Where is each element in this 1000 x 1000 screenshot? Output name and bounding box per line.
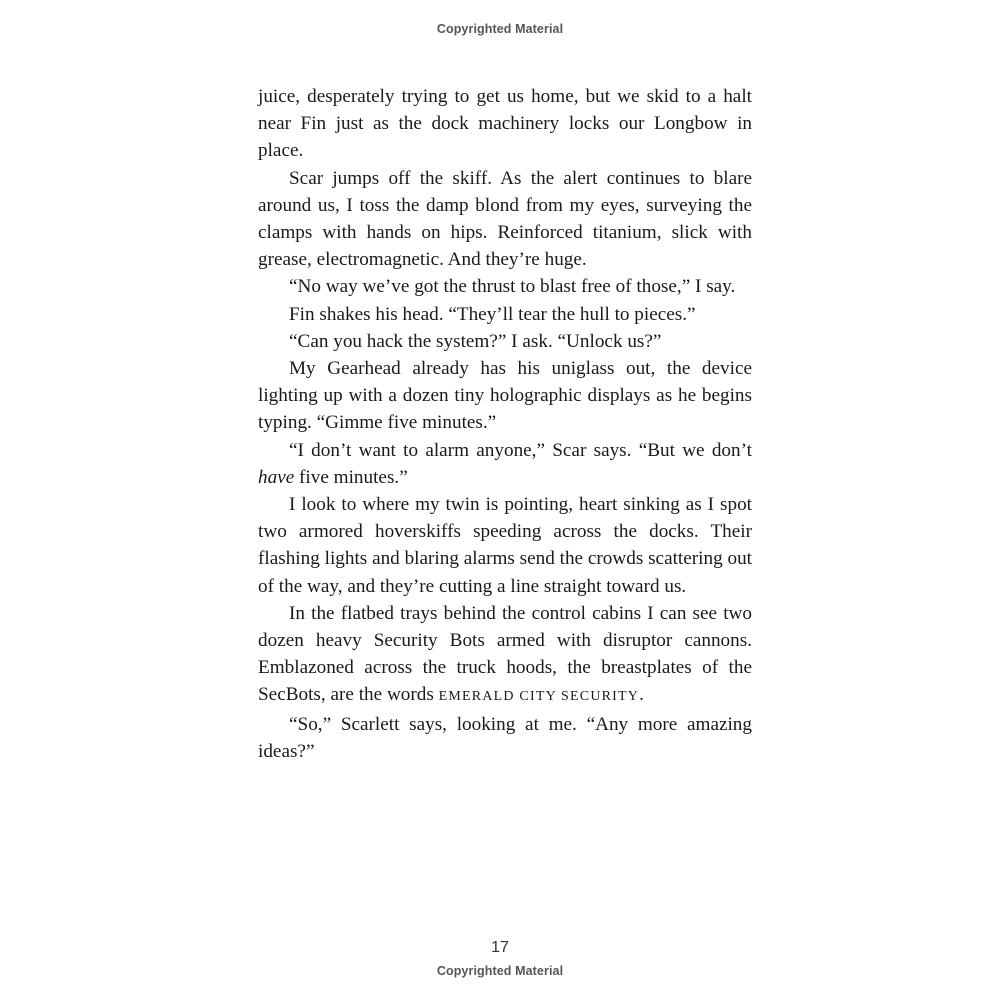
book-page-text [258,83,752,765]
paragraph-9-text-end: . [639,684,644,706]
paragraph-1: juice, desperately trying to get us home, but we skid to a halt near Fin just as the dock machinery locks our Longbow in place. [258,86,752,162]
paragraph-4: Fin shakes his head. “They’ll tear the hull to pieces.” [289,303,696,325]
paragraph-9-text: In the flatbed trays behind the control cabins I can see two dozen heavy Security Bots armed with disruptor cannons. Emblazoned across the truck hoods, the breastplates of the SecBots, are the words [258,602,752,706]
paragraph-2: Scar jumps off the skiff. As the alert continues to blare around us, I toss the damp blond from my eyes, surveying the clamps with hands on hips. Reinforced titanium, slick with grease, electromagnetic. And they’re huge. [258,167,752,271]
paragraph-6: My Gearhead already has his uniglass out, the device lighting up with a dozen tiny holographic displays as he begins typing. “Gimme five minutes.” [258,358,752,434]
copyright-watermark-top: Copyrighted Material [436,22,564,36]
paragraph-7-text-end: five minutes.” [294,466,408,488]
paragraph-7-emphasis: have [258,466,295,488]
paragraph-7 [258,437,752,491]
paragraph-10: “So,” Scarlett says, looking at me. “Any more amazing ideas?” [258,713,752,762]
paragraph-9 [258,600,752,711]
copyright-watermark-bottom: Copyrighted Material [436,964,564,978]
page-number: 17 [491,939,509,956]
paragraph-3: “No way we’ve got the thrust to blast free of those,” I say. [289,276,736,298]
paragraph-7-text: “I don’t want to alarm anyone,” Scar says. “But we don’t [289,439,752,461]
paragraph-9-smallcaps: EMERALD CITY SECURITY [438,689,640,705]
paragraph-8: I look to where my twin is pointing, heart sinking as I spot two armored hoverskiffs speeding across the docks. Their flashing lights and blaring alarms send the crowds scattering out of the way, and they’re cutting a line straight toward us. [258,494,752,597]
paragraph-5: “Can you hack the system?” I ask. “Unlock us?” [289,330,662,352]
